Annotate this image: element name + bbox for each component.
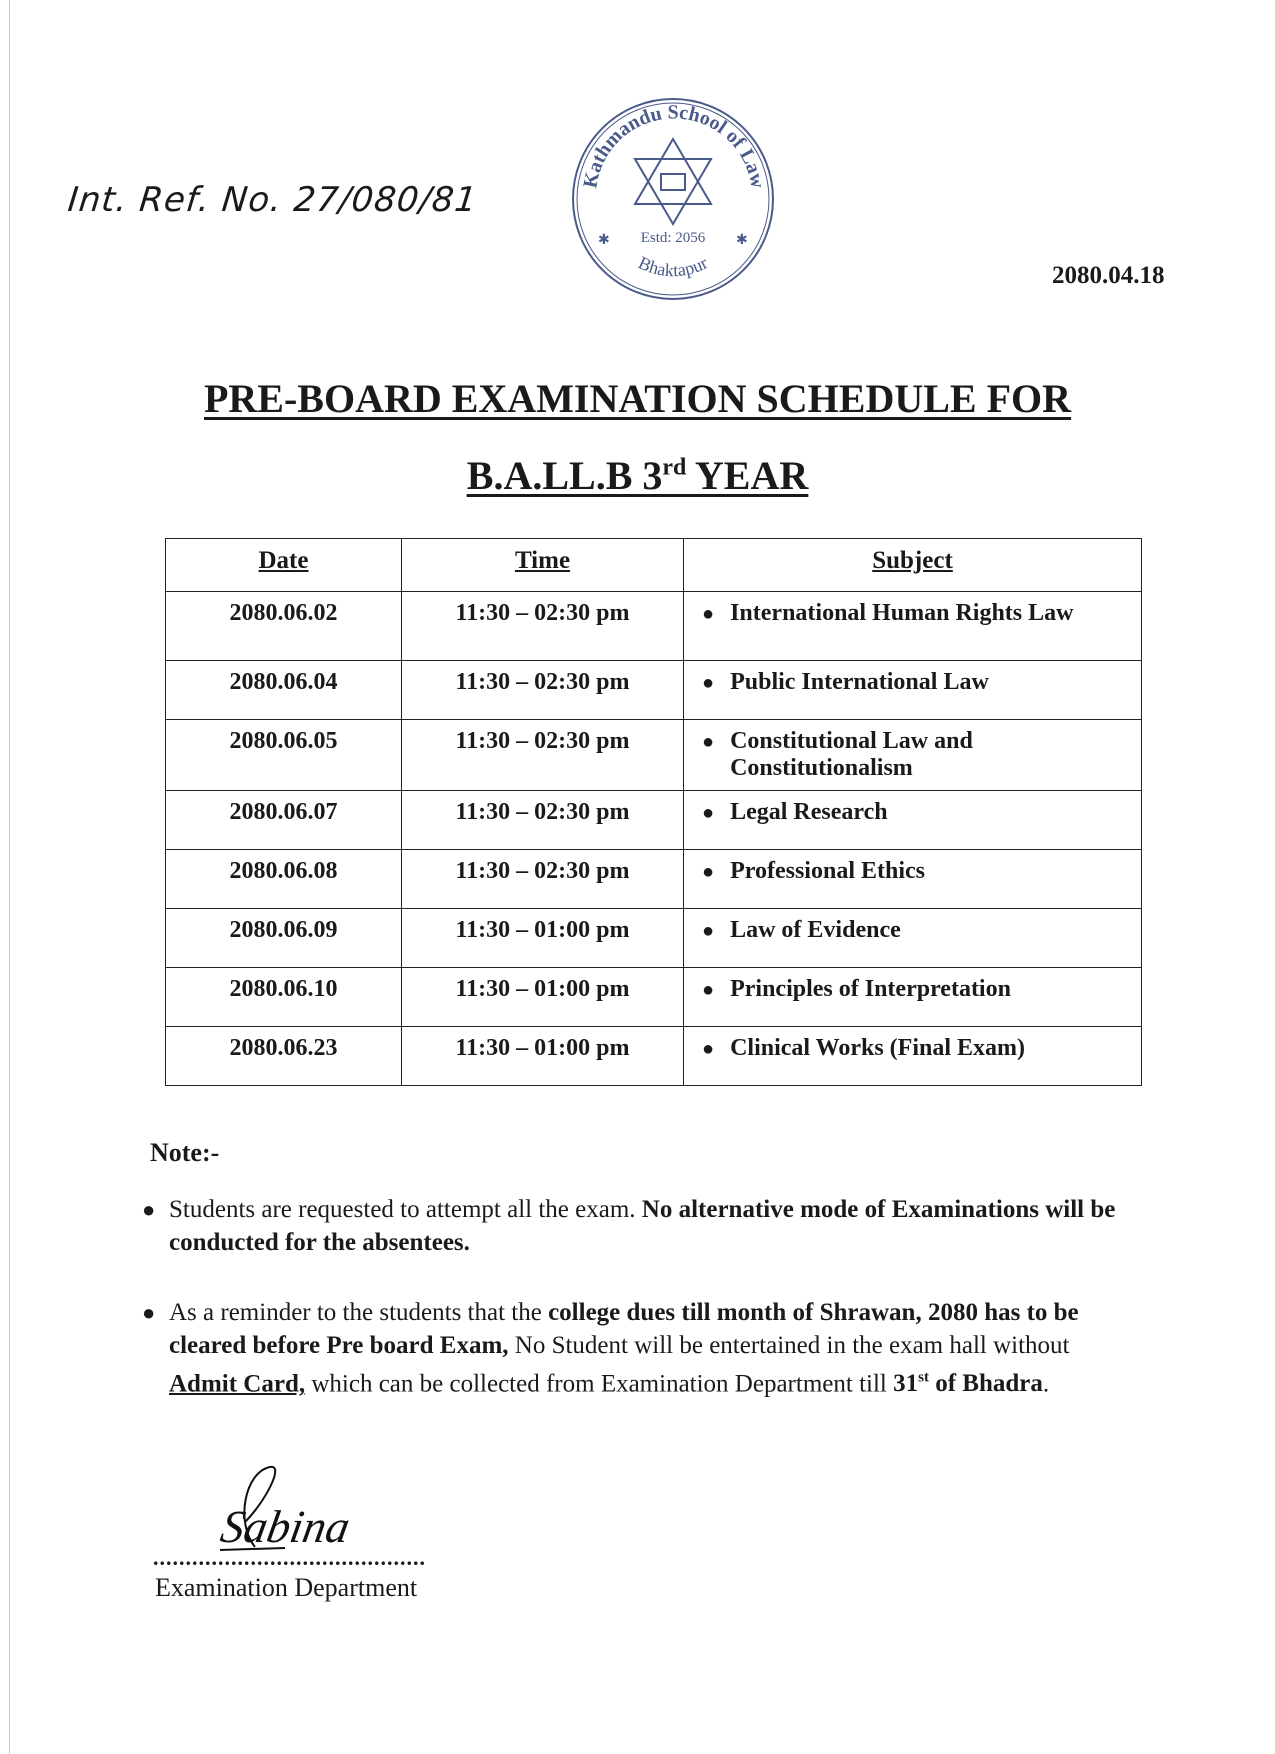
table-row bbox=[166, 968, 1142, 1027]
table-header-row bbox=[166, 539, 1142, 592]
bullet-icon: ● bbox=[702, 1038, 715, 1060]
signature bbox=[215, 1462, 415, 1557]
bullet-icon: ● bbox=[142, 1197, 156, 1222]
cell-time: 11:30 – 01:00 pm bbox=[402, 1027, 684, 1086]
cell-date: 2080.06.05 bbox=[166, 720, 402, 791]
table-row bbox=[166, 850, 1142, 909]
exam-schedule-table bbox=[165, 538, 1142, 1086]
column-header-date: Date bbox=[166, 539, 402, 592]
bullet-icon: ● bbox=[702, 731, 715, 753]
title-line-2: B.A.LL.B 3rd YEAR bbox=[466, 453, 809, 498]
bullet-icon: ● bbox=[142, 1300, 156, 1325]
cell-subject: ● Legal Research bbox=[684, 791, 1142, 850]
seal-established: Estd: 2056 bbox=[640, 230, 706, 246]
cell-subject: ● Clinical Works (Final Exam) bbox=[684, 1027, 1142, 1086]
seal-star-icon: ✱ bbox=[598, 233, 610, 248]
seal-top-text: Kathmandu School of Law bbox=[579, 101, 769, 190]
cell-time: 11:30 – 01:00 pm bbox=[402, 909, 684, 968]
cell-time: 11:30 – 02:30 pm bbox=[402, 720, 684, 791]
column-header-time: Time bbox=[402, 539, 684, 592]
cell-time: 11:30 – 02:30 pm bbox=[402, 791, 684, 850]
signatory-department: Examination Department bbox=[155, 1573, 418, 1602]
cell-date: 2080.06.04 bbox=[166, 661, 402, 720]
cell-date: 2080.06.07 bbox=[166, 791, 402, 850]
cell-subject: ● International Human Rights Law bbox=[684, 592, 1142, 661]
cell-subject: ● Constitutional Law and Constitutionalism bbox=[684, 720, 1142, 791]
cell-time: 11:30 – 02:30 pm bbox=[402, 592, 684, 661]
reference-number: Int. Ref. No. 27/080/81 bbox=[65, 180, 480, 220]
cell-date: 2080.06.08 bbox=[166, 850, 402, 909]
table-row bbox=[166, 661, 1142, 720]
title-line-1: PRE-BOARD EXAMINATION SCHEDULE FOR bbox=[203, 376, 1072, 421]
cell-time: 11:30 – 02:30 pm bbox=[402, 850, 684, 909]
cell-date: 2080.06.09 bbox=[166, 909, 402, 968]
cell-date: 2080.06.23 bbox=[166, 1027, 402, 1086]
cell-subject: ● Professional Ethics bbox=[684, 850, 1142, 909]
cell-time: 11:30 – 01:00 pm bbox=[402, 968, 684, 1027]
signature-name: Sabina bbox=[216, 1502, 354, 1553]
svg-text:Kathmandu School of Law bbox=[579, 101, 768, 190]
cell-subject: ● Public International Law bbox=[684, 661, 1142, 720]
scan-edge bbox=[9, 0, 10, 1754]
cell-time: 11:30 – 02:30 pm bbox=[402, 661, 684, 720]
bullet-icon: ● bbox=[702, 920, 715, 942]
table-row bbox=[166, 720, 1142, 791]
cell-subject: ● Principles of Interpretation bbox=[684, 968, 1142, 1027]
cell-subject: ● Law of Evidence bbox=[684, 909, 1142, 968]
note-item-1: ● Students are requested to attempt all the exam. No alternative mode of Examinations will be conducted for the absentees. bbox=[142, 1193, 1142, 1259]
bullet-icon: ● bbox=[702, 802, 715, 824]
school-seal bbox=[568, 94, 778, 304]
table-row bbox=[166, 1027, 1142, 1086]
svg-text:Bhaktapur bbox=[635, 252, 710, 280]
bullet-icon: ● bbox=[702, 861, 715, 883]
seal-star-icon: ✱ bbox=[736, 233, 748, 248]
bullet-icon: ● bbox=[702, 603, 715, 625]
table-row bbox=[166, 592, 1142, 661]
note-heading: Note:- bbox=[150, 1138, 220, 1167]
bullet-icon: ● bbox=[702, 979, 715, 1001]
document-date: 2080.04.18 bbox=[1052, 262, 1165, 289]
cell-date: 2080.06.02 bbox=[166, 592, 402, 661]
table-row bbox=[166, 791, 1142, 850]
table-row bbox=[166, 909, 1142, 968]
signature-line: .......................................... bbox=[153, 1545, 426, 1570]
cell-date: 2080.06.10 bbox=[166, 968, 402, 1027]
bullet-icon: ● bbox=[702, 672, 715, 694]
seal-bottom-text: Bhaktapur bbox=[635, 252, 711, 281]
column-header-subject: Subject bbox=[684, 539, 1142, 592]
note-item-2: ● As a reminder to the students that the college dues till month of Shrawan, 2080 has to be cleared before Pre board Exam, No Student will be entertained in the exam hall without Admit Card, which can be collected from Examination Department till 31st of Bhadra. bbox=[142, 1296, 1142, 1400]
